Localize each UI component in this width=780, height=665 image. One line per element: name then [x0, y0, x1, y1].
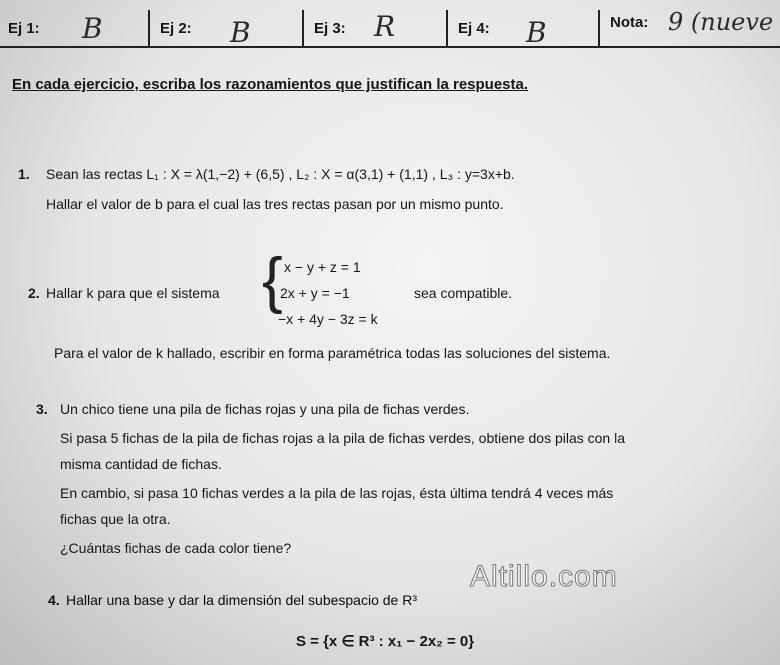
ej4-label: Ej 4:	[458, 20, 490, 37]
ej3-cell	[302, 10, 448, 48]
q2-number: 2.	[28, 285, 40, 301]
ej3-answer: R	[374, 10, 396, 43]
system-brace: {	[262, 246, 283, 315]
ej2-cell	[148, 10, 304, 48]
q3-line1: Un chico tiene una pila de fichas rojas y una pila de fichas verdes.	[60, 401, 470, 417]
q1-line1: Sean las rectas L₁ : X = λ(1,−2) + (6,5) , L₂ : X = α(3,1) + (1,1) , L₃ : y=3x+b.	[46, 166, 515, 182]
q3-line4: En cambio, si pasa 10 fichas verdes a la pila de las rojas, ésta última tendrá 4 veces más	[60, 485, 614, 501]
q2-eq2: 2x + y = −1	[280, 285, 350, 301]
q3-line3: misma cantidad de fichas.	[60, 456, 222, 472]
grade-header	[0, 4, 780, 49]
ej1-cell	[0, 10, 150, 48]
ej3-label: Ej 3:	[314, 20, 346, 37]
nota-label: Nota:	[610, 14, 649, 31]
q2-intro: Hallar k para que el sistema	[46, 285, 220, 301]
q3-line6: ¿Cuántas fichas de cada color tiene?	[60, 540, 292, 556]
q2-tail: sea compatible.	[414, 285, 513, 301]
instructions: En cada ejercicio, escriba los razonamientos que justifican la respuesta.	[12, 76, 529, 93]
watermark: Altillo.com	[470, 560, 618, 593]
q3-line5: fichas que la otra.	[60, 511, 171, 527]
q3-line2: Si pasa 5 fichas de la pila de fichas rojas a la pila de fichas verdes, obtiene dos pilas con la	[60, 430, 626, 446]
q3-number: 3.	[36, 401, 48, 417]
q2-line2: Para el valor de k hallado, escribir en forma paramétrica todas las soluciones del sistema.	[54, 345, 611, 361]
nota-value: 9 (nueve	[668, 8, 774, 36]
ej4-cell	[446, 10, 600, 48]
nota-cell	[598, 10, 780, 48]
ej1-label: Ej 1:	[8, 20, 40, 37]
q4-number: 4.	[48, 592, 60, 608]
ej2-answer: B	[230, 16, 251, 49]
q4-set: S = {x ∈ R³ : x₁ − 2x₂ = 0}	[296, 633, 475, 650]
ej4-answer: B	[526, 16, 547, 49]
q2-eq1: x − y + z = 1	[284, 259, 361, 275]
q2-eq3: −x + 4y − 3z = k	[278, 311, 378, 327]
ej1-answer: B	[82, 12, 103, 45]
q4-line1: Hallar una base y dar la dimensión del subespacio de R³	[66, 592, 417, 608]
q1-number: 1.	[18, 166, 30, 182]
q1-line2: Hallar el valor de b para el cual las tres rectas pasan por un mismo punto.	[46, 196, 504, 212]
ej2-label: Ej 2:	[160, 20, 192, 37]
